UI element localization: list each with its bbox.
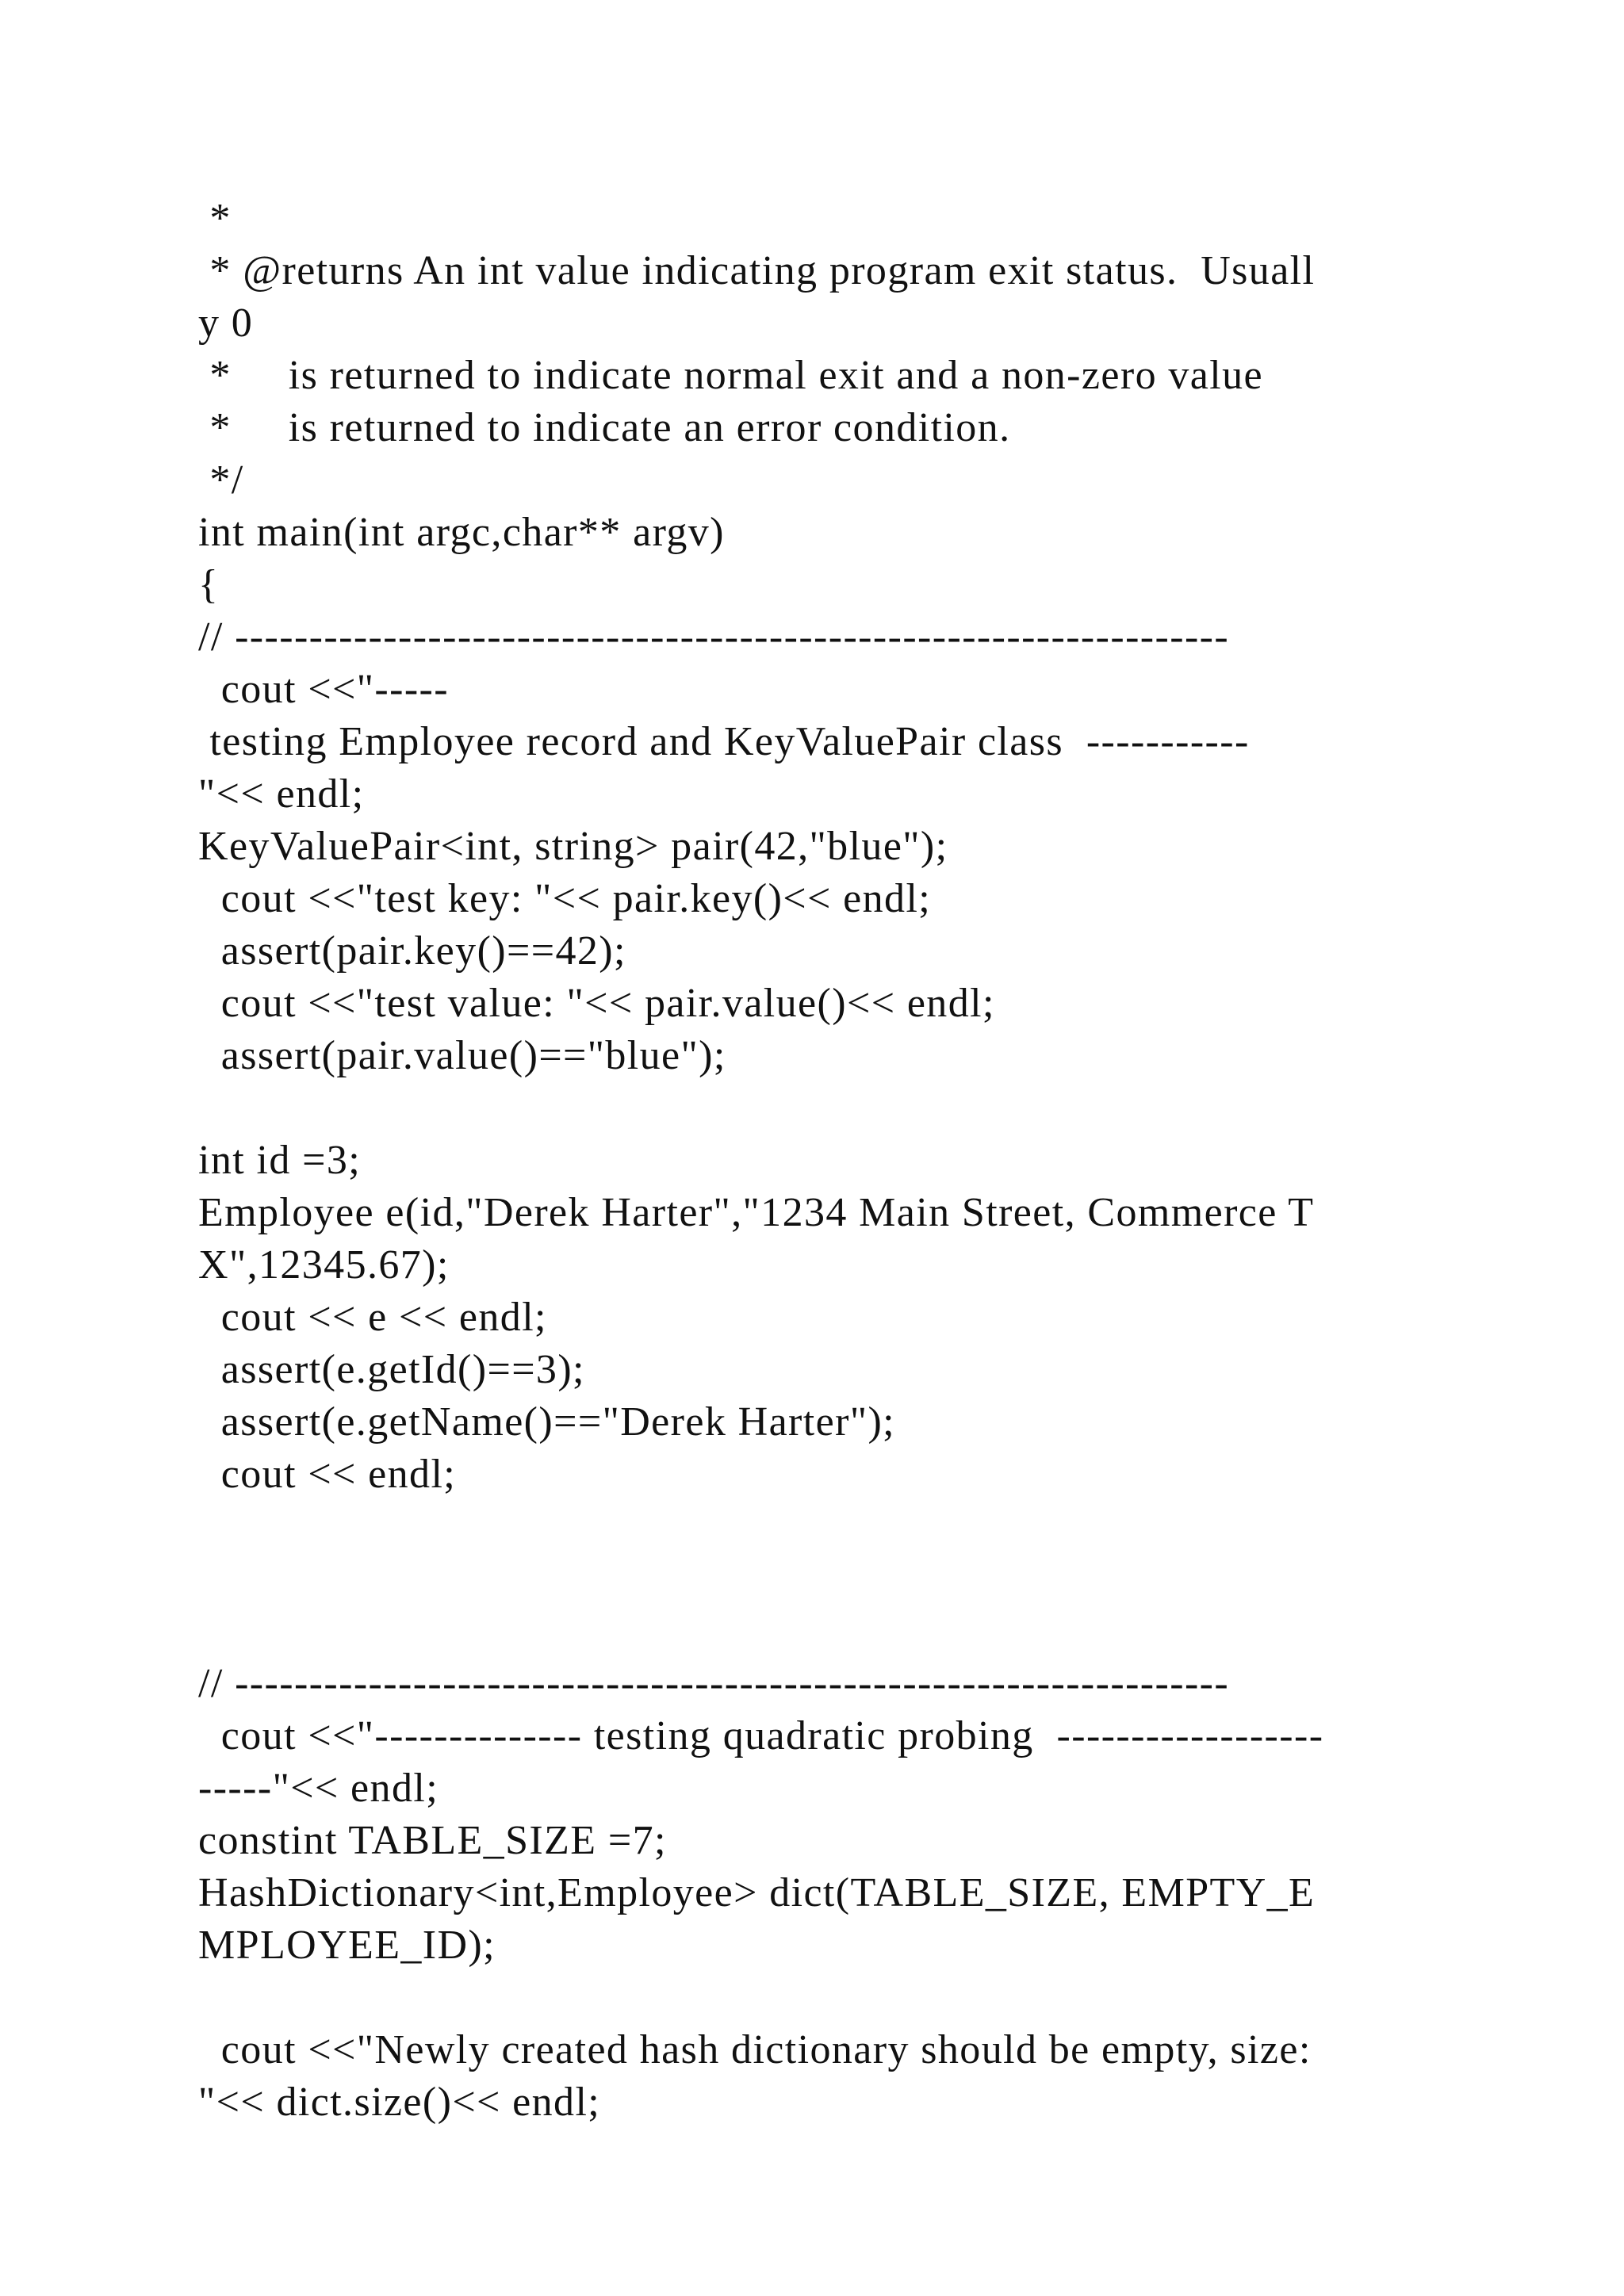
code-line: cout <<"----- (198, 667, 449, 712)
code-line: MPLOYEE_ID); (198, 1923, 496, 1968)
code-line: cout <<"Newly created hash dictionary should be empty, size: (198, 2027, 1312, 2072)
code-line: * is returned to indicate an error condition. (198, 405, 1011, 450)
code-line (198, 1553, 1467, 1605)
code-line: int id =3; (198, 1138, 362, 1183)
code-line: testing Employee record and KeyValuePair class ----------- (198, 719, 1250, 764)
code-line: "<< dict.size()<< endl; (198, 2080, 601, 2125)
code-line: constint TABLE_SIZE =7; (198, 1818, 667, 1863)
code-line (198, 1972, 1467, 2024)
code-line: cout <<"test key: "<< pair.key()<< endl; (198, 876, 932, 921)
code-listing (198, 193, 1467, 2129)
code-line (198, 1082, 1467, 1135)
code-line: * @returns An int value indicating program exit status. Usuall (198, 248, 1316, 293)
code-line: KeyValuePair<int, string> pair(42,"blue"); (198, 824, 948, 869)
code-line: */ (198, 457, 244, 503)
code-line: cout << e << endl; (198, 1295, 547, 1340)
code-line: * (198, 196, 232, 241)
code-line: "<< endl; (198, 771, 365, 817)
code-line: cout <<"-------------- testing quadratic probing ------------------ (198, 1713, 1324, 1758)
code-line: X",12345.67); (198, 1242, 450, 1288)
code-line: HashDictionary<int,Employee> dict(TABLE_SIZE, EMPTY_E (198, 1870, 1316, 1915)
code-line: assert(e.getId()==3); (198, 1347, 585, 1392)
code-line: // ------------------------------------------------------------------- (198, 614, 1230, 660)
code-line: cout <<"test value: "<< pair.value()<< endl; (198, 981, 995, 1026)
code-line: { (198, 562, 220, 607)
code-line: cout << endl; (198, 1452, 457, 1497)
code-line: assert(e.getName()=="Derek Harter"); (198, 1399, 896, 1445)
code-line: int main(int argc,char** argv) (198, 510, 725, 555)
code-line (198, 1501, 1467, 1553)
code-line: -----"<< endl; (198, 1766, 439, 1811)
code-line: y 0 (198, 300, 254, 346)
code-line: assert(pair.key()==42); (198, 928, 626, 974)
code-line (198, 1605, 1467, 1658)
code-line: assert(pair.value()=="blue"); (198, 1033, 726, 1078)
code-line: * is returned to indicate normal exit and a non-zero value (198, 353, 1263, 398)
code-line: // ------------------------------------------------------------------- (198, 1661, 1230, 1706)
code-line: Employee e(id,"Derek Harter","1234 Main Street, Commerce T (198, 1190, 1315, 1235)
